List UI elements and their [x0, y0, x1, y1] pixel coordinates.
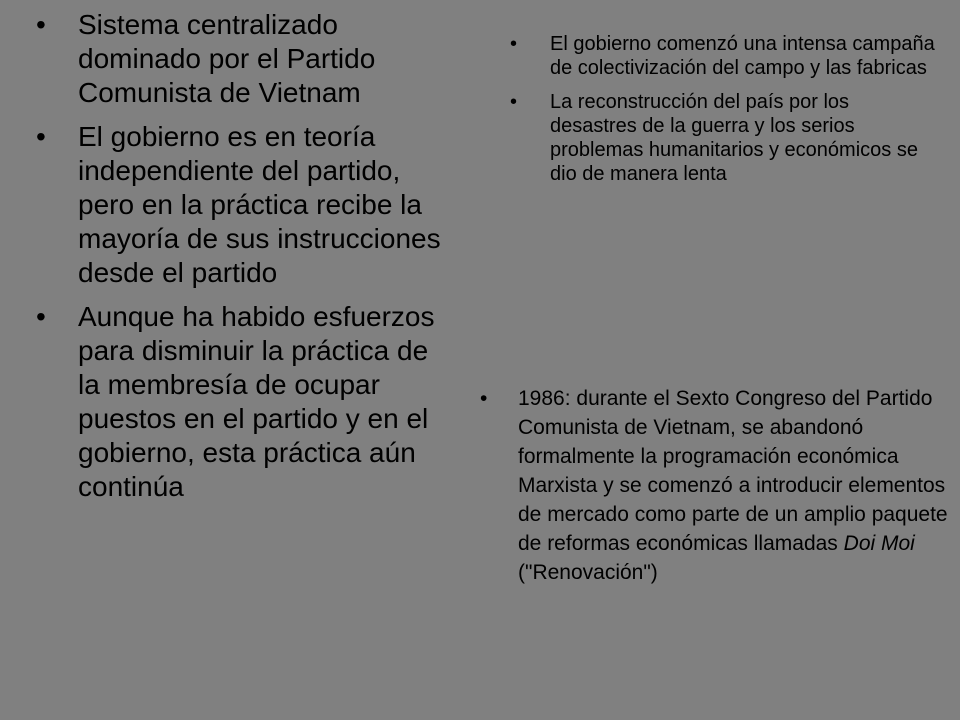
left-bullet-item: • El gobierno es en teoría independiente del partido, pero en la práctica recibe la mayoría de sus instrucciones desde el partido	[36, 120, 456, 290]
right-bottom-bullet-item	[480, 384, 955, 587]
right-top-bullet-item: • La reconstrucción del país por los desastres de la guerra y los serios problemas humanitarios y económicos se dio de manera lenta	[510, 90, 940, 186]
bullet-text-before: 1986: durante el Sexto Congreso del Partido Comunista de Vietnam, se abandonó formalmente la programación económica Marxista y se comenzó a introducir elementos de mercado como parte de un amplio paquete de reformas económicas llamadas	[518, 387, 948, 555]
left-bullet-list	[36, 8, 456, 514]
right-top-bullet-list	[510, 32, 940, 196]
bullet-text-after: ("Renovación")	[518, 561, 658, 584]
right-top-bullet-item: • El gobierno comenzó una intensa campaña de colectivización del campo y las fabricas	[510, 32, 940, 80]
left-bullet-item: • Sistema centralizado dominado por el Partido Comunista de Vietnam	[36, 8, 456, 110]
left-bullet-item: • Aunque ha habido esfuerzos para disminuir la práctica de la membresía de ocupar puestos en el partido y en el gobierno, esta práctica aún continúa	[36, 300, 456, 504]
right-bottom-bullet-list	[480, 384, 955, 587]
bullet-text-italic: Doi Moi	[843, 532, 915, 555]
